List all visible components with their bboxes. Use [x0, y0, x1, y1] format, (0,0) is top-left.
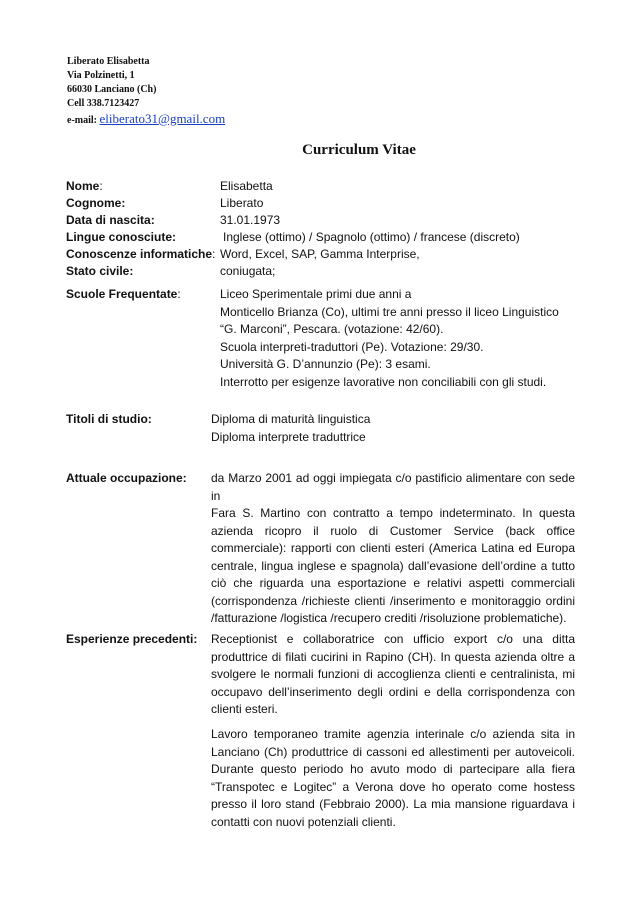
- value-stato-civile: coniugata;: [220, 264, 276, 278]
- header-name: Liberato Elisabetta: [67, 56, 150, 67]
- experience-line: “Transpotec e Logitec” a Verona dove ho operato come hostess: [211, 779, 575, 794]
- school-line: “G. Marconi”, Pescara. (votazione: 42/60).: [220, 322, 444, 336]
- experience-line: Durante questo periodo ho avuto modo di partecipare alla fiera: [211, 762, 575, 776]
- school-line: Monticello Brianza (Co), ultimi tre anni presso il liceo Linguistico: [220, 304, 559, 319]
- value-lingue: Inglese (ottimo) / Spagnolo (ottimo) / francese (discreto): [223, 230, 520, 244]
- experience-line: presso il loro stand (Febbraio 2000). La mia mansione riguardava i: [211, 797, 575, 811]
- email-link[interactable]: eliberato31@gmail.com: [99, 111, 226, 126]
- school-line: Università G. D’annunzio (Pe): 3 esami.: [220, 357, 431, 371]
- header-city: 66030 Lanciano (Ch): [67, 84, 157, 95]
- school-line: Liceo Sperimentale primi due anni a: [220, 287, 412, 301]
- school-line: Interrotto per esigenze lavorative non conciliabili con gli studi.: [220, 374, 547, 389]
- header-email-row: [67, 112, 225, 128]
- label-esperienze: Esperienze precedenti:: [66, 632, 198, 646]
- experience-line: Receptionist e collaboratrice con ufficio export c/o una ditta: [211, 632, 575, 646]
- value-cognome: Liberato: [220, 196, 264, 210]
- label-scuole-sep: :: [177, 287, 181, 301]
- experience-line: produttrice di filati cucirini in Rapino (CH). In questa azienda oltre a: [211, 649, 575, 664]
- titles-block: [211, 411, 511, 446]
- experience-block-2: [211, 726, 575, 831]
- occupation-line: ciò che riguarda una esportazione e relativi aspetti commerciali: [211, 576, 575, 590]
- occupation-block: [211, 470, 575, 628]
- experience-line: occupavo dell’inserimento degli ordini e della corrispondenza con: [211, 684, 575, 699]
- label-scuole-text: Scuole Frequentate: [66, 287, 178, 301]
- label-occupazione: Attuale occupazione:: [66, 471, 187, 485]
- occupation-line: azienda ricopro il ruolo di Customer Service (back office: [211, 523, 575, 538]
- experience-line: Lanciano (Ch) produttrice di cassoni ed allestimenti per autoveicoli.: [211, 744, 575, 759]
- experience-line: contatti con nuovi potenziali clienti.: [211, 814, 396, 829]
- experience-line: clienti esteri.: [211, 702, 278, 716]
- header-cell: Cell 338.7123427: [67, 98, 140, 109]
- value-conoscenze: Word, Excel, SAP, Gamma Interprise,: [220, 247, 420, 261]
- label-nome-sep: :: [99, 179, 103, 193]
- schools-block: [220, 286, 562, 391]
- label-conoscenze-sep: :: [212, 247, 216, 261]
- email-label: e-mail:: [67, 115, 97, 126]
- occupation-line: Fara S. Martino con contratto a tempo indeterminato. In questa: [211, 506, 575, 520]
- value-nome: Elisabetta: [220, 179, 273, 193]
- occupation-line: /fatturazione /logistica /recupero crediti /risoluzione problematiche).: [211, 611, 567, 625]
- value-data-nascita: 31.01.1973: [220, 213, 281, 227]
- title-line: Diploma interprete traduttrice: [211, 429, 366, 444]
- school-line: Scuola interpreti-traduttori (Pe). Votazione: 29/30.: [220, 339, 484, 354]
- header-street: Via Polzinetti, 1: [67, 70, 135, 81]
- experience-line: Lavoro temporaneo tramite agenzia interinale c/o azienda sita in: [211, 727, 575, 741]
- label-lingue: Lingue conosciute:: [66, 230, 177, 244]
- label-data-nascita: Data di nascita:: [66, 213, 155, 227]
- label-conoscenze: Conoscenze informatiche: [66, 247, 213, 261]
- occupation-line: (corrispondenza /richieste clienti /inserimento e monitoraggio ordini: [211, 593, 575, 608]
- experience-block-1: [211, 631, 575, 719]
- label-scuole: [66, 287, 181, 301]
- occupation-line: da Marzo 2001 ad oggi impiegata c/o pastificio alimentare con sede in: [211, 471, 575, 503]
- label-nome: Nome: [66, 179, 100, 193]
- occupation-line: commerciale): rapporti con clienti esteri (America Latina ed Europa: [211, 541, 575, 555]
- occupation-line: centrale, lingua inglese e spagnola) dall’evasione dell’ordine a tutto: [211, 558, 575, 573]
- label-titoli: Titoli di studio:: [66, 412, 152, 426]
- page-title: Curriculum Vitae: [302, 142, 416, 158]
- label-cognome: Cognome:: [66, 196, 126, 210]
- experience-line: svolgere le normali funzioni di accoglienza clienti e centralinista, mi: [211, 667, 575, 681]
- title-line: Diploma di maturità linguistica: [211, 412, 371, 426]
- contact-header: [67, 55, 225, 128]
- label-stato-civile: Stato civile:: [66, 264, 134, 278]
